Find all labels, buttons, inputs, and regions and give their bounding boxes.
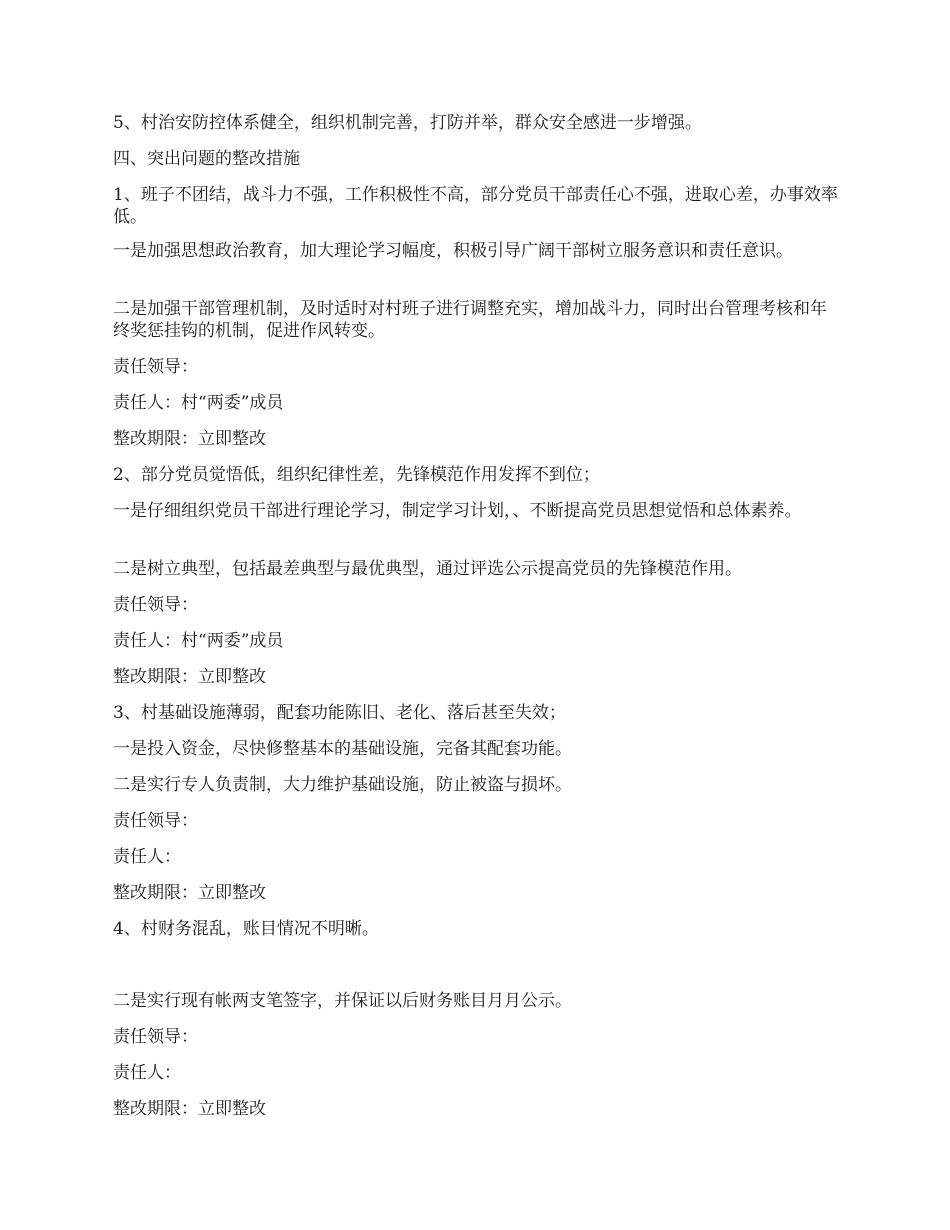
section-heading-rectification: 四、突出问题的整改措施 (113, 149, 300, 169)
issue-3-responsible-person: 责任人： (113, 847, 181, 867)
issue-1-measure-2: 二是加强干部管理机制，及时适时对村班子进行调整充实，增加战斗力，同时出台管理考核和年终奖惩挂钩的机制，促进作风转变。 (113, 299, 827, 341)
issue-1-measure-1: 一是加强思想政治教育，加大理论学习幅度，积极引导广阔干部树立服务意识和责任意识。 (113, 241, 793, 261)
issue-4-measure-2: 二是实行现有帐两支笔签字，并保证以后财务账目月月公示。 (113, 991, 572, 1011)
issue-4-responsible-person: 责任人： (113, 1063, 181, 1083)
issue-2-measure-2: 二是树立典型，包括最差典型与最优典型，通过评选公示提高党员的先锋模范作用。 (113, 559, 742, 579)
issue-1-responsible-person: 责任人：村“两委”成员 (113, 393, 284, 413)
issue-1-deadline: 整改期限：立即整改 (113, 429, 266, 449)
issue-2-measure-1: 一是仔细组织党员干部进行理论学习，制定学习计划，、不断提高党员思想觉悟和总体素养。 (113, 501, 802, 521)
issue-4-heading: 4、村财务混乱，账目情况不明晰。 (113, 919, 379, 939)
issue-3-measure-1: 一是投入资金，尽快修整基本的基础设施，完备其配套功能。 (113, 739, 572, 759)
issue-3-deadline: 整改期限：立即整改 (113, 883, 266, 903)
issue-2-responsible-person: 责任人：村“两委”成员 (113, 631, 284, 651)
issue-3-responsible-leader: 责任领导： (113, 811, 198, 831)
issue-4-deadline: 整改期限：立即整改 (113, 1099, 266, 1119)
issue-3-measure-2: 二是实行专人负责制，大力维护基础设施，防止被盗与损坏。 (113, 775, 572, 795)
issue-2-heading: 2、部分党员觉悟低，组织纪律性差，先锋模范作用发挥不到位； (113, 465, 600, 485)
paragraph-item-5-security: 5、村治安防控体系健全，组织机制完善，打防并举，群众安全感进一步增强。 (113, 113, 702, 133)
issue-1-responsible-leader: 责任领导： (113, 357, 198, 377)
issue-1-heading: 1、班子不团结，战斗力不强，工作积极性不高，部分党员干部责任心不强，进取心差，办事效率低。 (113, 185, 838, 227)
issue-2-responsible-leader: 责任领导： (113, 595, 198, 615)
issue-3-heading: 3、村基础设施薄弱，配套功能陈旧、老化、落后甚至失效； (113, 703, 566, 723)
issue-4-responsible-leader: 责任领导： (113, 1027, 198, 1047)
issue-2-deadline: 整改期限：立即整改 (113, 667, 266, 687)
